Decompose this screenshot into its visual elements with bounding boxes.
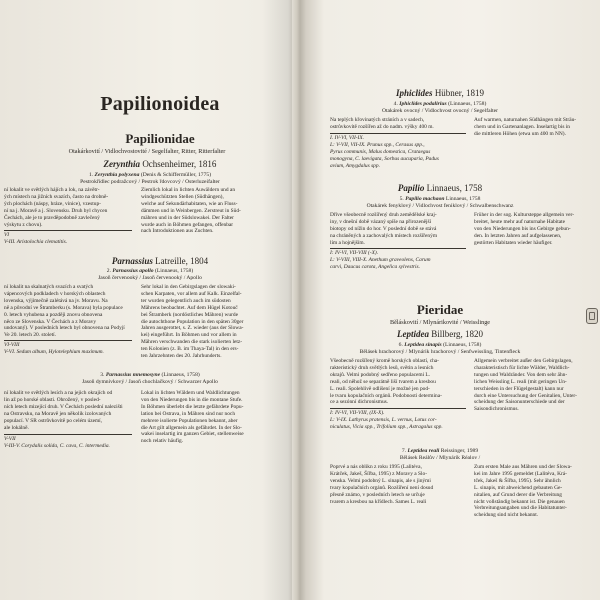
species-heading-3 xyxy=(20,372,280,378)
species-number: 5. xyxy=(399,196,404,202)
text-line: nicht vollständig bekannt ist. Die genauen xyxy=(474,498,565,505)
text-line: terschieden in der Flügelgestalt) kann nur xyxy=(474,385,564,392)
text-line: kei) eingeführt. In Böhmen und vor allem in xyxy=(141,332,237,339)
species-author: (Linnaeus, 1758) xyxy=(448,101,487,107)
text-line: Lokal in lichten Wäldern und Waldlichtungen xyxy=(141,390,240,396)
text-line: ostrůvkovitě rozšířen až do nadm. výšky 400 m. xyxy=(330,123,434,130)
text-line: nach Introduktionen aus Zuchten. xyxy=(141,228,214,235)
text-line: In Böhmen überlebt die letzte gefährdete Popu- xyxy=(141,403,244,410)
text-line: lichen Weissling L. reali (mit geringen Un- xyxy=(474,378,567,385)
species-heading-7 xyxy=(310,448,570,454)
text-line: Zum ersten Male aus Mähren und der Slowa- xyxy=(474,464,572,470)
separator xyxy=(330,133,466,134)
text-line: ních letech mizející druh. V Čechách poslední nalezišti xyxy=(4,403,123,410)
german-text-5 xyxy=(474,212,600,247)
text-line: Jahren ausgerottet, s. Z. wieder (aus der Slowa- xyxy=(141,325,244,332)
text-line: Saisondichronismus. xyxy=(474,406,519,413)
species-name: Leptidea reali xyxy=(407,448,440,454)
text-line: 0. letech vyhubena a později znovu obnovena xyxy=(4,311,103,318)
flight-period: VI-VIII xyxy=(4,342,20,348)
species-heading-6 xyxy=(310,342,570,348)
text-line: tungen und Waldränder. Von dem sehr ähn- xyxy=(474,371,568,378)
separator xyxy=(4,434,132,435)
text-line: L. reali. Spolehlivě odlišení je možné jen pod- xyxy=(330,385,430,392)
german-text-6 xyxy=(474,358,600,413)
species-author: (Linnaeus, 1758) xyxy=(155,268,194,274)
text-line: von den Niederungen bis in die montane Stufe. xyxy=(141,396,243,403)
text-line: ter wurden gelegentlich auch im südosten xyxy=(141,297,231,304)
text-line: ní lokalit ve světlých hájích a lok, na závětr- xyxy=(4,187,100,193)
text-line: nitalien, auf Grund derer die Verbreitung xyxy=(474,491,562,498)
flight-period: V-VII xyxy=(4,436,16,442)
foodplants: L: V-VII, VII-IX. Prunus spp., Cerasus spp., xyxy=(330,141,425,148)
flight-period: I. IV-VI, VII-IX. xyxy=(330,135,364,141)
genus-author: Billberg, 1820 xyxy=(431,329,484,339)
species-author: (Denis & Schiffermüller, 1775) xyxy=(140,172,212,178)
text-line: populací. V SR ostrůvkovitě po celém území, xyxy=(4,417,103,424)
text-line: okrajů. Velmi podobný sedřeno populacemi L. xyxy=(330,371,431,378)
text-line: Früher in der sog. Kultursteppe allgemein ver- xyxy=(474,212,575,218)
flight-period: I: IV-VI, VII-VIII (-X). xyxy=(330,250,379,256)
text-line: Sehr lokal in den Gebirgslagen der slowaki- xyxy=(141,284,236,290)
genus-name: Iphiclides xyxy=(396,88,433,98)
text-line: něco ze Slovenska. V Čechách a z Moravy xyxy=(4,318,97,325)
text-line: Ziemlich lokal in lichten Auwäldern und an xyxy=(141,187,236,193)
genus-papilio xyxy=(320,183,560,193)
family-vernacular: Otakárkovití / Vidlochvostovité / Segelfalter, Ritter, Ritterfalter xyxy=(68,148,226,155)
text-line: iny, v dnešní době vázaný spíše na přirozenější xyxy=(330,218,432,225)
text-line: die autochthone Population in den späten 30ger xyxy=(141,318,244,325)
text-line: Všeobecně rozšířený kromě horských oblastí, cha- xyxy=(330,358,439,364)
species-name: Zerynthia polyxena xyxy=(94,172,140,178)
text-line: Ve 20. letech 20. století. xyxy=(4,332,56,339)
genus-author: Latreille, 1804 xyxy=(155,256,209,266)
text-line: chern und in Gartenanlagen. Inselartig bis in xyxy=(474,123,570,130)
text-line: ale lokálně. xyxy=(4,424,29,431)
species-number: 4. xyxy=(393,101,398,107)
species-author: (Linnaeus, 1758) xyxy=(443,342,482,348)
species-number: 2. xyxy=(106,268,111,274)
text-line: undovaný). V posledních letech byl obnovena na Podyjí xyxy=(4,325,125,332)
foodplants: avium, Amygdalus spp. xyxy=(330,162,380,169)
text-line: tček, Jakeš & Šířba, 1995). Sehr ähnlich xyxy=(474,477,561,484)
genus-author: Hübner, 1819 xyxy=(434,88,484,98)
text-line: vápencových podkladech v horských oblastech xyxy=(4,290,106,297)
text-line: lation bei Ostrava, in Mähren sind nur noch xyxy=(141,410,236,417)
species-author: Linnaeus, 1758 xyxy=(445,196,481,202)
species-author: Reissinger, 1989 xyxy=(440,448,479,454)
genus-name: Leptidea xyxy=(396,329,429,339)
text-line: ní na j. Moravě a j. Slovensku. Druh byl chycen xyxy=(4,207,108,214)
species-heading-4 xyxy=(310,101,570,107)
species-heading-5 xyxy=(310,196,570,202)
text-line: bei Štramberk (nordöstliches Mähren) wurde xyxy=(141,311,239,318)
separator xyxy=(330,408,466,409)
text-line: Krátček, Jakeš, Šířba, 1995) z Moravy a Slo- xyxy=(330,470,428,477)
german-text-4 xyxy=(474,117,600,138)
text-line: windgeschützten Stellen (Südhängen), xyxy=(141,193,224,200)
right-page xyxy=(300,0,600,600)
text-line: durch eine Untersuchung der Genitalien, Unter- xyxy=(474,392,577,399)
flight-foodplant-5 xyxy=(330,250,470,271)
text-line: schen Karpaten, vor allem auf Kalk. Einzelfal- xyxy=(141,290,242,297)
text-line: den. In letzten Jahren auf aufgelassenen, xyxy=(474,232,562,239)
family-heading-pieridae: Pieridae xyxy=(416,302,464,317)
text-line: výskytu z chovu). xyxy=(4,221,43,228)
text-line: Mähren verschwanden die stark isolierten letz- xyxy=(141,339,243,346)
genus-author: Ochsenheimer, 1816 xyxy=(142,159,217,169)
separator xyxy=(330,248,466,249)
text-line: die Art gilt allgemein als gefährdet. In der Slo- xyxy=(141,424,242,431)
genus-zerynthia xyxy=(40,159,280,169)
czech-text-2 xyxy=(4,284,136,339)
czech-text-5 xyxy=(330,212,470,247)
foodplants: L: V-VIII, VIII-X. Anethum graveolens, Carum xyxy=(330,256,431,263)
text-line: Dříve všeobecně rozšířený druh zemědělské kraj- xyxy=(330,212,437,218)
text-line: le tvaru kopulačních orgánů. Podobnosti determina- xyxy=(330,392,442,399)
species-number: 7. xyxy=(401,448,407,454)
text-line: dämmen und in Weinbergen. Zerstreut in Süd- xyxy=(141,207,241,214)
species-heading-2 xyxy=(20,268,280,274)
left-page xyxy=(0,0,292,600)
flight-period: I: IV-VI, VII-VIII, (IX-X). xyxy=(330,410,385,416)
flight-foodplant-1 xyxy=(4,232,136,246)
text-line: wakei inselartig im ganzen Gebiet, stellenweise xyxy=(141,431,244,438)
species-number: 1. xyxy=(88,172,94,178)
text-line: von den Niederungen bis ins Gebirge gebun- xyxy=(474,225,571,232)
text-line: Auf warmen, naturnahen Südhängen mit Sträu- xyxy=(474,117,577,123)
page-ornament-icon xyxy=(586,308,598,324)
text-line: lin až po horské oblasti. Ohrožený, v posled- xyxy=(4,396,101,403)
czech-text-6 xyxy=(330,358,470,406)
superfamily-heading: Papilionoidea xyxy=(100,93,220,115)
german-text-7 xyxy=(474,464,600,519)
genus-iphiclides xyxy=(320,88,560,98)
text-line: charakteristisch für lichte Wälder, Waldlich- xyxy=(474,364,570,371)
species-name: Leptidea sinapis xyxy=(404,342,442,348)
text-line: Allgemein verbreitet außer den Gebirgslagen, xyxy=(474,358,573,364)
text-line: Verbreitungsangaben und die Habitatunter- xyxy=(474,505,567,512)
genus-author: Linnaeus, 1758 xyxy=(426,183,483,193)
text-line: die mittleren Höhen (etwa um 400 m NN). xyxy=(474,130,566,137)
text-line: noch relativ häufig. xyxy=(141,438,184,445)
czech-text-1 xyxy=(4,187,136,228)
text-line: ce a sezónní dichronismus. xyxy=(330,399,389,406)
text-line: na chráněných a zachovalých místech rozšířeným xyxy=(330,232,438,239)
species-name: Papilio machaon xyxy=(405,196,445,202)
text-line: ní lokalit ve světlých lesích a na jejich okrajích od xyxy=(4,390,113,396)
text-line: wurde auch in Böhmen gefangen, offenbar xyxy=(141,221,234,228)
species-vernacular-7: Bělásek Reálův / Mlynárik Réalov / xyxy=(399,455,481,461)
species-vernacular-5: Otakárek fenyklový / Vidlochvost feniklový / Schwalbenschwanz xyxy=(366,203,514,209)
text-line: Mährens beobachtet. Auf dem Hügel Kotouč xyxy=(141,304,238,311)
species-heading-1 xyxy=(20,172,280,178)
text-line: Poprvé a nás oblikn z roku 1995 (Lalitéva, xyxy=(330,464,422,470)
czech-text-3 xyxy=(4,390,136,431)
species-vernacular-2: Jasoň červenooký / Jasoň červenooký / Apollo xyxy=(98,275,202,281)
species-author: (Linnaeus, 1758) xyxy=(161,372,200,378)
text-line: Na teplých křovinatých stráních a v sadech, xyxy=(330,117,425,123)
text-line: gestörten Habitaten wieder häufiger. xyxy=(474,239,553,246)
species-vernacular-4: Otakárek ovocný / Vidlochvost ovocný / Segelfalter xyxy=(381,108,499,114)
text-line: L. sinapis, mit abweichend gebauten Ge- xyxy=(474,484,563,491)
flight-period: VI xyxy=(4,232,10,238)
text-line: mähren und in der Südslowakei. Der Falter xyxy=(141,214,234,221)
genus-name: Parnassius xyxy=(111,256,153,266)
species-name: Parnassius apollo xyxy=(112,268,154,274)
czech-text-7 xyxy=(330,464,470,505)
text-line: scheidung sind nicht bekannt. xyxy=(474,512,539,519)
family-heading: Papilionidae xyxy=(125,131,195,146)
foodplants: Pyrus communis, Malus domestica, Crataegus xyxy=(330,148,431,155)
text-line: welche auf Sekundärhabitaten, wie an Fluss- xyxy=(141,200,238,207)
separator xyxy=(4,230,132,231)
species-name: Parnassius mnemosyne xyxy=(105,372,161,378)
text-line: scheidung der Saisonunterschiede und der xyxy=(474,399,565,406)
text-line: ten Jahrzehnten des 20. Jahrhunderts. xyxy=(141,353,222,360)
text-line: tvary kopulačních orgánů. Rozšíření není dosud xyxy=(330,484,434,491)
foodplants: L: V-IX. Lathyrus pratensis, L. vernus, Lotus cor- xyxy=(330,416,437,423)
text-line: ých místech na jižních svazích, často na drobně- xyxy=(4,193,109,200)
genus-name: Zerynthia xyxy=(103,159,141,169)
species-number: 3. xyxy=(100,372,105,378)
species-vernacular-6: Bělásek hrachorový / Mlynárik hrachorový / Senfweissling, Tintenfleck xyxy=(359,349,521,355)
flight-foodplant-3 xyxy=(4,436,136,450)
species-name: Iphiclides podalirius xyxy=(399,101,447,107)
species-vernacular-1: Pestrokřídlec podražcový / Pestrok řdovcový / Osterluzeifalter xyxy=(80,179,220,185)
genus-leptidea xyxy=(320,329,560,339)
text-line: na Ostravsku, na Moravě jen několik izolovaných xyxy=(4,410,112,417)
species-number: 6. xyxy=(398,342,403,348)
genus-parnassius xyxy=(40,256,280,266)
text-line: venska. Velmi podobný L. sinapis, ale s jinými xyxy=(330,477,431,484)
text-line: Čechách, ale je to pravděpodobně zavlečený xyxy=(4,214,100,221)
foodplants: V-III. Aristolochia clematitis. xyxy=(4,238,68,245)
text-line: mehrere isolierte Populationen bekannt, aber xyxy=(141,417,238,424)
foodplants: V-III-V. Corydalis solida, C. cava, C. intermedia. xyxy=(4,442,110,449)
gutter-shadow xyxy=(262,0,292,600)
text-line: rakteristický druh světlých lesů, světin a lesních xyxy=(330,364,434,371)
text-line: breitet, heute mehr auf naturnahe Habitate xyxy=(474,218,565,225)
separator xyxy=(4,340,132,341)
text-line: přesně známo, v posledních letech se určuje xyxy=(330,491,425,498)
foodplants: niculatus, Vicia spp., Trifolium spp., Astragalus spp. xyxy=(330,423,443,430)
text-line: ně a původní ve Štramberku (s. Morava) byla populace xyxy=(4,304,123,311)
family-vernacular-pieridae: Běláskovití / Mlynárikovité / Weisslinge xyxy=(389,319,491,326)
text-line: reali, od něhož se separátně liší tvarem a kresbou xyxy=(330,378,436,385)
text-line: lím a hojnějším. xyxy=(330,239,365,246)
text-line: kei im Jahre 1995 gemeldet (Lalitéva, Krá- xyxy=(474,470,567,477)
flight-foodplant-6 xyxy=(330,410,470,431)
foodplants: V-VI. Sedum album, Hylotelephium maximum. xyxy=(4,348,104,355)
flight-foodplant-2 xyxy=(4,342,136,356)
flight-foodplant-4 xyxy=(330,135,470,170)
genus-name: Papilio xyxy=(397,183,425,193)
text-line: lovenska, výjimečně zalétává na jv. Moravu. Na xyxy=(4,297,108,304)
czech-text-4 xyxy=(330,117,470,131)
species-vernacular-3: Jasoň dymnivkový / Jasoň chochlačkový / Schwarzer Apollo xyxy=(82,379,218,385)
text-line: ých plochách (náspy, hráze, vinice), vzestup- xyxy=(4,200,101,207)
text-line: ten Kolonien (z. B. im Thaya-Tal) in den ers- xyxy=(141,346,239,353)
text-line: biotopy od nížin do hor. V poslední době se stává xyxy=(330,225,437,232)
text-line: ní lokalit na skalnatých svazích a svatých xyxy=(4,284,94,290)
text-line: tvarem a kresbou na křídlech. Sames L. reali xyxy=(330,498,427,505)
foodplants: carvi, Daucus carota, Angelica sylvestris. xyxy=(330,263,420,270)
foodplants: monogyna, C. laevigata, Sorbus aucuparia, Padus xyxy=(330,155,439,162)
